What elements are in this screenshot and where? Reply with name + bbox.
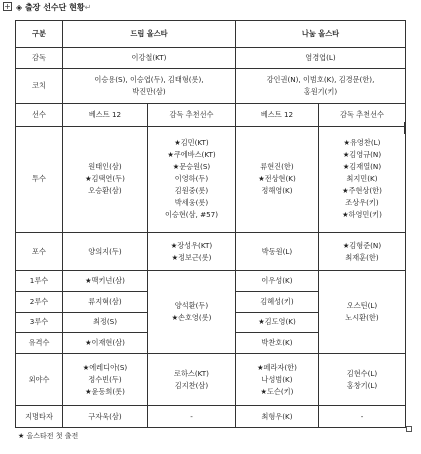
player-name: ★페라자(한) xyxy=(257,362,297,372)
heading-text: 출장 선수단 현황 xyxy=(24,3,85,12)
team2-manager: 염경엽(L) xyxy=(236,48,406,69)
team1-shortstop: ★이재현(삼) xyxy=(63,333,148,354)
team2-third-base: ★김도영(K) xyxy=(236,312,319,333)
team1-rec-catchers xyxy=(148,233,236,271)
row-label: 유격수 xyxy=(16,333,63,354)
player-name: ★주현상(한) xyxy=(342,186,382,196)
team1-rec-pitchers xyxy=(148,126,236,233)
team1-header: 드림 올스타 xyxy=(63,21,236,48)
player-name: 노시환(한) xyxy=(345,313,379,323)
player-name: 최재훈(한) xyxy=(345,252,379,262)
row-label: 선수 xyxy=(16,103,63,126)
coach-line: 이승용(S), 이승엽(두), 김태형(롯), xyxy=(94,74,204,84)
first-base-row xyxy=(16,271,406,292)
pitcher-row xyxy=(16,126,406,233)
player-name: 로하스(KT) xyxy=(174,368,209,378)
team1-rec-infielders xyxy=(148,271,236,354)
team1-second-base: 류지혁(삼) xyxy=(63,291,148,312)
team1-manager: 이강철(KT) xyxy=(63,48,236,69)
player-name: 원태인(삼) xyxy=(88,162,122,172)
player-name: ★도슨(키) xyxy=(260,386,294,396)
row-label: 포수 xyxy=(16,233,63,271)
player-name: ★윤동희(롯) xyxy=(85,386,125,396)
player-name: ★김재열(N) xyxy=(342,162,382,172)
player-name: 조상우(키) xyxy=(345,198,379,208)
diamond-bullet-icon: ◈ xyxy=(16,3,23,12)
player-name: 박세웅(롯) xyxy=(174,198,209,208)
player-name: 오스틴(L) xyxy=(346,301,378,311)
player-name: ★쿠에바스(KT) xyxy=(167,150,216,160)
team2-rec-infielders xyxy=(319,271,406,354)
row-label: 코치 xyxy=(16,68,63,103)
player-name: ★김민(KT) xyxy=(174,138,209,148)
paragraph-mark-icon: ↵ xyxy=(84,3,92,12)
team2-second-base: 김혜성(키) xyxy=(236,291,319,312)
recommended-header: 감독 추천선수 xyxy=(148,103,236,126)
player-name: 오승환(삼) xyxy=(88,186,122,196)
player-name: ★하영민(키) xyxy=(342,210,382,220)
team2-rec-catchers xyxy=(319,233,406,271)
team1-best-pitchers xyxy=(63,126,148,233)
row-label: 지명타자 xyxy=(16,406,63,428)
table-resize-handle[interactable] xyxy=(406,426,412,432)
player-name: ★유영찬(L) xyxy=(343,138,381,148)
recommended-header: 감독 추천선수 xyxy=(319,103,406,126)
team2-rec-dh: - xyxy=(319,406,406,428)
team2-rec-pitchers xyxy=(319,126,406,233)
coach-line: 강인권(N), 이범호(K), 김경문(한), xyxy=(266,74,375,84)
coach-line: 박진만(삼) xyxy=(132,86,166,96)
team2-header: 나눔 올스타 xyxy=(236,21,406,48)
roster-table xyxy=(15,20,406,428)
dh-row xyxy=(16,406,406,428)
player-name: ★정보근(롯) xyxy=(171,252,212,262)
player-name: 최지민(K) xyxy=(346,174,378,184)
player-name: 홍창기(L) xyxy=(346,380,378,390)
team1-best-dh: 구자욱(삼) xyxy=(63,406,148,428)
team1-coaches xyxy=(63,68,236,103)
row-label: 투수 xyxy=(16,126,63,233)
player-name: 김현수(L) xyxy=(346,368,378,378)
player-name: ★장성우(KT) xyxy=(170,240,213,250)
team1-best-outfield xyxy=(63,353,148,405)
player-name: 양석환(두) xyxy=(174,301,209,311)
row-label: 감독 xyxy=(16,48,63,69)
outfield-row xyxy=(16,353,406,405)
team2-coaches xyxy=(236,68,406,103)
player-name: 정수빈(두) xyxy=(88,374,122,384)
team1-best-catcher: 양의지(두) xyxy=(63,233,148,271)
manager-row xyxy=(16,48,406,69)
player-name: ★손호영(롯) xyxy=(171,313,212,323)
player-name: 김원중(롯) xyxy=(174,186,209,196)
team1-rec-dh: - xyxy=(148,406,236,428)
player-subheader-row xyxy=(16,103,406,126)
document-heading xyxy=(16,2,91,14)
coach-line: 홍원기(키) xyxy=(303,86,338,96)
team2-first-base: 이우성(K) xyxy=(236,271,319,292)
player-name: 이영하(두) xyxy=(174,174,209,184)
player-name: ★에레디아(S) xyxy=(82,362,128,372)
table-anchor-icon[interactable]: + xyxy=(4,2,11,11)
team2-rec-outfield xyxy=(319,353,406,405)
footnote: ★ 올스타전 첫 출전 xyxy=(18,432,79,440)
table-header-row xyxy=(16,21,406,48)
row-label: 3루수 xyxy=(16,312,63,333)
coach-row xyxy=(16,68,406,103)
player-name: 정해영(K) xyxy=(261,186,293,196)
team1-third-base: 최정(S) xyxy=(63,312,148,333)
col-label-cell: 구분 xyxy=(16,21,63,48)
team2-shortstop: 박찬호(K) xyxy=(236,333,319,354)
team2-best-dh: 최형우(K) xyxy=(236,406,319,428)
player-name: ★전상현(K) xyxy=(258,174,296,184)
player-name: ★김택연(두) xyxy=(85,174,125,184)
team2-best-catcher: 박동원(L) xyxy=(236,233,319,271)
row-label: 1루수 xyxy=(16,271,63,292)
player-name: ★김형준(N) xyxy=(342,240,382,250)
row-label: 2루수 xyxy=(16,291,63,312)
row-label: 외야수 xyxy=(16,353,63,405)
player-name: 류현진(한) xyxy=(260,162,294,172)
player-name: 나성범(K) xyxy=(261,374,293,384)
team1-rec-outfield xyxy=(148,353,236,405)
player-name: 이승현(삼, #57) xyxy=(164,210,219,220)
player-name: ★문승원(S) xyxy=(172,162,211,172)
player-name: ★김영규(N) xyxy=(342,150,382,160)
player-name: 김지찬(삼) xyxy=(174,380,209,390)
team2-best-pitchers xyxy=(236,126,319,233)
catcher-row xyxy=(16,233,406,271)
best12-header: 베스트 12 xyxy=(236,103,319,126)
team1-first-base: ★맥키넌(삼) xyxy=(63,271,148,292)
team2-best-outfield xyxy=(236,353,319,405)
best12-header: 베스트 12 xyxy=(63,103,148,126)
